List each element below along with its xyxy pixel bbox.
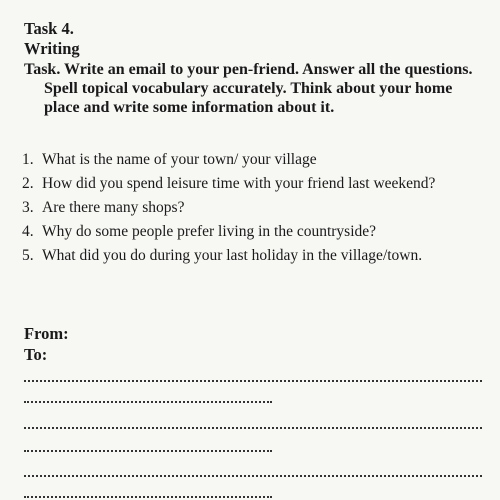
question-number: 3. [22,199,34,216]
answer-line [24,450,272,452]
question-text: What did you do during your last holiday in the village/town. [42,247,423,264]
question-number: 1. [22,151,34,168]
question-text: What is the name of your town/ your village [42,151,317,168]
answer-line [24,401,272,403]
answer-line [24,475,482,477]
to-label: To: [24,345,48,364]
task-number: Task 4. [24,19,74,38]
question-list [22,150,492,270]
question-item [22,150,492,170]
question-text: How did you spend leisure time with your friend last weekend? [42,175,436,192]
question-text: Why do some people prefer living in the countryside? [42,223,377,240]
answer-line [24,380,482,382]
from-label: From: [24,324,69,343]
answer-line [24,427,482,429]
question-item [22,246,492,266]
question-item [22,222,492,242]
section-title: Writing [24,39,80,58]
question-item [22,198,492,218]
question-number: 2. [22,175,34,192]
question-item [22,174,492,194]
question-number: 5. [22,247,34,264]
answer-line [24,496,272,498]
question-number: 4. [22,223,34,240]
task-instructions: Task. Write an email to your pen-friend. Answer all the questions. Spell topical vocabulary accurately. Think about your home place and write some information about it. [24,61,473,116]
question-text: Are there many shops? [42,199,185,216]
